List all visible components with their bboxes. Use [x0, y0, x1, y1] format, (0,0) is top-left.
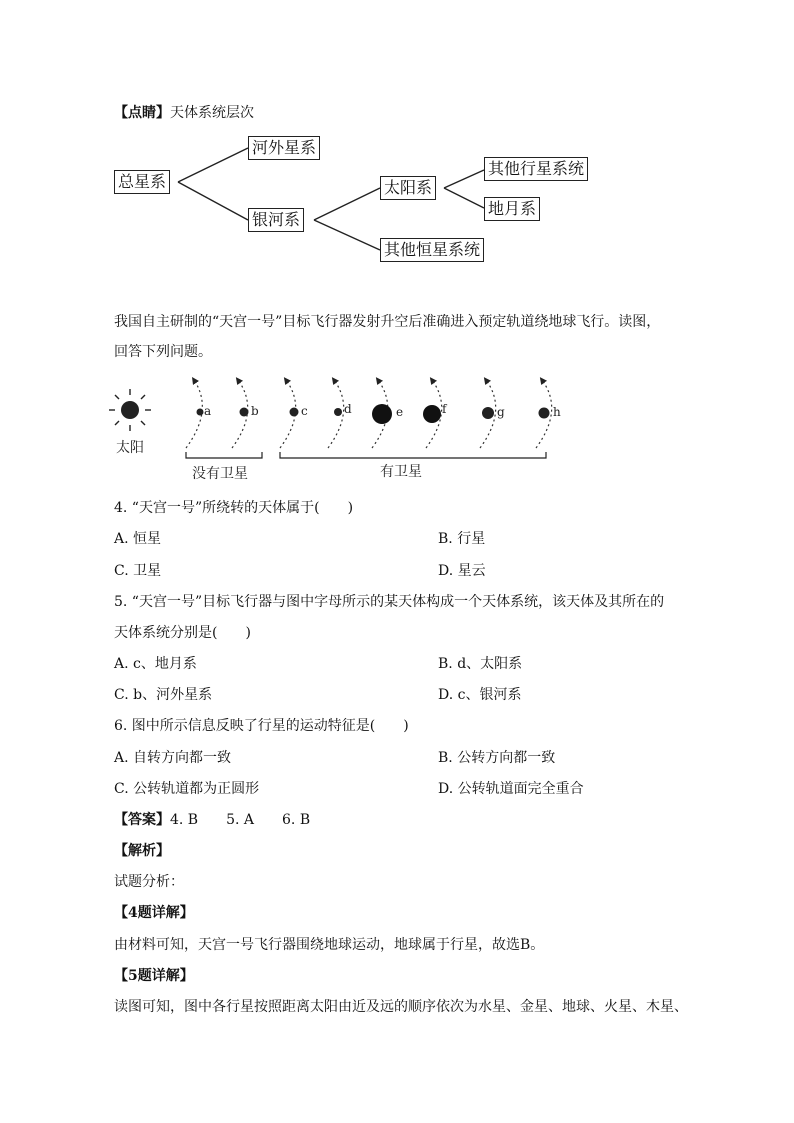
passage-line-2: 回答下列问题。 — [114, 344, 212, 360]
q5-detail-text: 读图可知，图中各行星按照距离太阳由近及远的顺序依次为水星、金星、地球、火星、木星、 — [114, 999, 688, 1015]
node-zongxingxi: 总星系 — [114, 170, 170, 194]
planet-f — [423, 405, 441, 423]
q5-option-c: C. b、河外星系 — [114, 687, 213, 703]
q6-option-a: A. 自转方向都一致 — [114, 750, 232, 766]
planet-label-f: f — [442, 402, 447, 416]
q4-detail-tag: 【4题详解】 — [114, 905, 194, 921]
planet-c — [290, 408, 299, 417]
q5-option-d: D. c、银河系 — [438, 687, 522, 703]
q5-option-b: B. d、太阳系 — [438, 656, 523, 672]
q4-detail-text: 由材料可知，天宫一号飞行器围绕地球运动，地球属于行星，故选B。 — [114, 937, 545, 953]
q4-option-d: D. 星云 — [438, 563, 486, 579]
planet-label-b: b — [251, 404, 259, 418]
planet-b — [240, 408, 249, 417]
planet-g — [482, 407, 494, 419]
sun-label: 太阳 — [116, 440, 144, 456]
node-qita-hengxing: 其他恒星系统 — [380, 238, 484, 262]
has-satellite-label: 有卫星 — [380, 464, 422, 480]
planet-label-g: g — [497, 405, 505, 419]
analysis-tag: 【解析】 — [114, 843, 170, 859]
dianjing-text: 天体系统层次 — [170, 105, 254, 121]
no-satellite-label: 没有卫星 — [192, 466, 248, 482]
planet-label-c: c — [301, 404, 308, 418]
sun-icon — [109, 389, 151, 431]
q6-stem: 6. 图中所示信息反映了行星的运动特征是( ) — [114, 718, 409, 734]
q4-option-a: A. 恒星 — [114, 531, 162, 547]
q4-option-c: C. 卫星 — [114, 563, 162, 579]
q4-option-b: B. 行星 — [438, 531, 486, 547]
node-diyue: 地月系 — [484, 197, 540, 221]
node-qita-xingxing: 其他行星系统 — [484, 157, 588, 181]
answer-text: 4. B 5. A 6. B — [170, 812, 311, 828]
group-brackets — [186, 452, 546, 458]
q5-stem-1: 5. “天宫一号”目标飞行器与图中字母所示的某天体构成一个天体系统，该天体及其所在的 — [114, 594, 665, 610]
passage-line-1: 我国自主研制的“天宫一号”目标飞行器发射升空后准确进入预定轨道绕地球飞行。读图， — [114, 314, 661, 330]
planet-h — [539, 408, 550, 419]
planet-e — [372, 404, 392, 424]
q6-option-b: B. 公转方向都一致 — [438, 750, 556, 766]
planet-d — [334, 408, 342, 416]
node-hewai: 河外星系 — [248, 136, 320, 160]
analysis-text: 试题分析： — [114, 874, 184, 890]
q5-stem-2: 天体系统分别是( ) — [114, 625, 251, 641]
planet-label-d: d — [344, 402, 352, 416]
answer-line — [114, 810, 310, 830]
q5-detail-tag: 【5题详解】 — [114, 968, 194, 984]
node-yinhe: 银河系 — [248, 208, 304, 232]
planet-label-e: e — [396, 405, 404, 419]
q4-stem: 4. “天宫一号”所绕转的天体属于( ) — [114, 500, 354, 516]
node-taiyang: 太阳系 — [380, 176, 436, 200]
q6-option-c: C. 公转轨道都为正圆形 — [114, 781, 260, 797]
q5-option-a: A. c、地月系 — [114, 656, 197, 672]
planet-label-a: a — [204, 404, 212, 418]
planet-a — [197, 409, 204, 416]
answer-tag: 【答案】 — [114, 812, 170, 828]
dianjing-tag: 【点睛】 — [114, 105, 170, 121]
planet-label-h: h — [553, 405, 561, 419]
q6-option-d: D. 公转轨道面完全重合 — [438, 781, 584, 797]
